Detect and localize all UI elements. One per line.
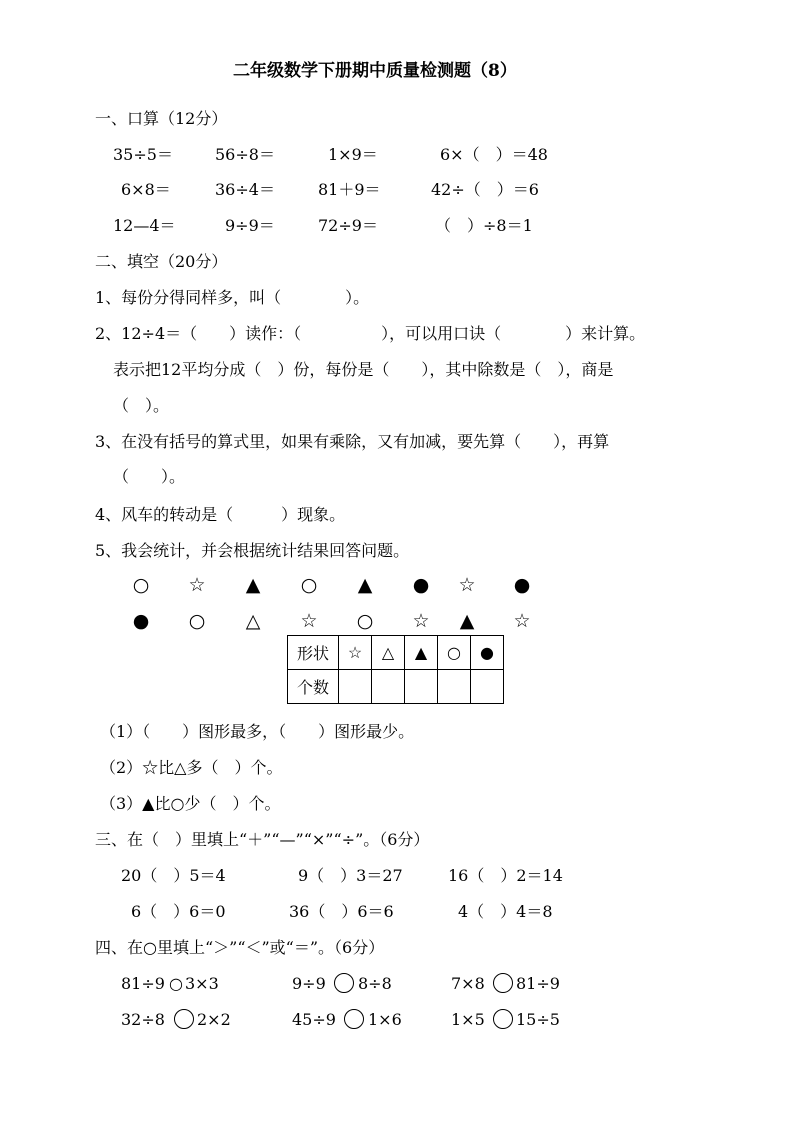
star-outline-icon: ☆ (188, 574, 206, 596)
section-4-heading: 四、在○里填上“＞”“＜”或“＝”。（6分） (95, 938, 385, 957)
mental-math-item: 1×9＝ (328, 145, 378, 164)
triangle-outline-icon: △ (245, 610, 261, 632)
star-outline-icon: ☆ (300, 610, 318, 632)
compare-circle[interactable] (493, 1009, 513, 1029)
circle-filled-icon: ● (412, 574, 430, 596)
table-row (288, 670, 504, 704)
compare-circle[interactable] (493, 973, 513, 993)
circle-filled-icon: ● (132, 610, 150, 632)
star-outline-icon: ☆ (458, 574, 476, 596)
operator-item: 4（ ）4＝8 (458, 902, 553, 921)
table-header-cell: 形状 (288, 636, 339, 670)
answer-cell[interactable] (405, 670, 438, 704)
compare-left: 45÷9 (292, 1010, 336, 1029)
section-1-heading: 一、口算（12分） (95, 109, 228, 128)
compare-left: 7×8 (451, 974, 485, 993)
mental-math-item: 35÷5＝ (113, 145, 173, 164)
triangle-filled-icon: ▲ (459, 610, 475, 632)
mental-math-item: 6×（ ）＝48 (440, 145, 548, 164)
table-header-cell: △ (372, 636, 405, 670)
compare-left: 32÷8 (121, 1010, 165, 1029)
table-header-cell: ● (471, 636, 504, 670)
circle-filled-icon: ● (513, 574, 531, 596)
triangle-filled-icon: ▲ (245, 574, 261, 596)
operator-item: 36（ ）6＝6 (289, 902, 394, 921)
sub-question-2: （2）☆比△多（ ）个。 (100, 758, 283, 777)
answer-cell[interactable] (372, 670, 405, 704)
fill-question-2: 2、12÷4＝（ ）读作：（ ），可以用口诀（ ）来计算。 (95, 324, 646, 343)
statistics-table (287, 635, 504, 704)
fill-question-5: 5、我会统计，并会根据统计结果回答问题。 (95, 541, 410, 560)
mental-math-item: 36÷4＝ (215, 180, 275, 199)
compare-circle[interactable] (334, 973, 354, 993)
answer-cell[interactable] (438, 670, 471, 704)
circle-outline-icon: ○ (356, 610, 374, 632)
mental-math-item: 56÷8＝ (215, 145, 275, 164)
circle-outline-icon: ○ (300, 574, 318, 596)
operator-item: 16（ ）2＝14 (448, 866, 563, 885)
compare-right: 2×2 (197, 1010, 231, 1029)
table-row (288, 636, 504, 670)
sub-question-1: （1）（ ）图形最多，（ ）图形最少。 (100, 722, 415, 741)
compare-right: 8÷8 (358, 974, 392, 993)
compare-right: 1×6 (368, 1010, 402, 1029)
answer-cell[interactable] (471, 670, 504, 704)
mental-math-item: 9÷9＝ (225, 216, 275, 235)
compare-right: 15÷5 (516, 1010, 560, 1029)
compare-left: 81÷9 (121, 974, 165, 993)
table-row-label: 个数 (288, 670, 339, 704)
table-header-cell: ▲ (405, 636, 438, 670)
answer-cell[interactable] (339, 670, 372, 704)
table-header-cell: ○ (438, 636, 471, 670)
star-outline-icon: ☆ (513, 610, 531, 632)
mental-math-item: 72÷9＝ (318, 216, 378, 235)
mental-math-item: 12—4＝ (113, 216, 176, 235)
operator-item: 20（ ）5＝4 (121, 866, 226, 885)
mental-math-item: （ ）÷8＝1 (435, 216, 533, 235)
triangle-filled-icon: ▲ (357, 574, 373, 596)
circle-outline-icon: ○ (132, 574, 150, 596)
compare-left: 1×5 (451, 1010, 485, 1029)
compare-circle-text: ○ (169, 974, 183, 993)
sub-question-3: （3）▲比○少（ ）个。 (100, 794, 281, 813)
section-3-heading: 三、在（ ）里填上“＋”“—”“×”“÷”。（6分） (95, 830, 430, 849)
mental-math-item: 81＋9＝ (318, 180, 381, 199)
compare-circle[interactable] (174, 1009, 194, 1029)
compare-left: 9÷9 (292, 974, 326, 993)
compare-circle[interactable] (344, 1009, 364, 1029)
compare-right: 3×3 (185, 974, 219, 993)
fill-question-1: 1、每份分得同样多，叫（ ）。 (95, 288, 370, 307)
operator-item: 9（ ）3＝27 (298, 866, 403, 885)
fill-question-3-line2: （ ）。 (113, 467, 186, 486)
page-title: 二年级数学下册期中质量检测题（8） (233, 61, 517, 81)
star-outline-icon: ☆ (412, 610, 430, 632)
fill-question-2-line2: 表示把12平均分成（ ）份，每份是（ ），其中除数是（ ），商是 (113, 360, 614, 379)
mental-math-item: 6×8＝ (121, 180, 171, 199)
fill-question-2-line3: （ ）。 (113, 396, 170, 415)
compare-right: 81÷9 (516, 974, 560, 993)
operator-item: 6（ ）6＝0 (131, 902, 226, 921)
circle-outline-icon: ○ (188, 610, 206, 632)
section-2-heading: 二、填空（20分） (95, 252, 228, 271)
fill-question-3: 3、在没有括号的算式里，如果有乘除，又有加减，要先算（ ），再算 (95, 432, 610, 451)
table-header-cell: ☆ (339, 636, 372, 670)
fill-question-4: 4、风车的转动是（ ）现象。 (95, 505, 346, 524)
mental-math-item: 42÷（ ）＝6 (431, 180, 539, 199)
